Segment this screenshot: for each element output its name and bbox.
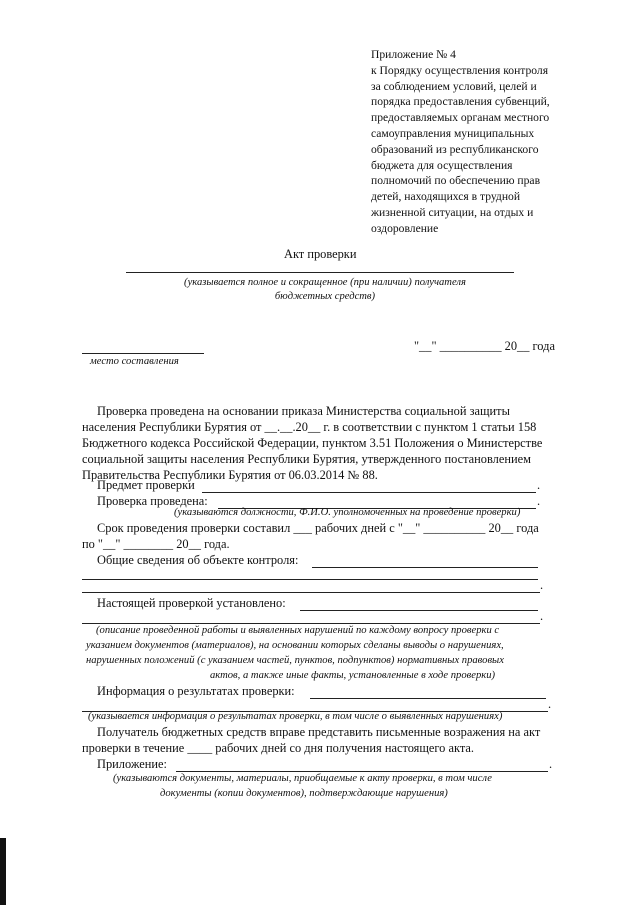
appendix-line: порядка предоставления субвенций, bbox=[371, 95, 550, 109]
basis-line: Проверка проведена на основании приказа Министерства социальной защиты bbox=[97, 404, 510, 418]
attachment-label: Приложение: bbox=[97, 757, 167, 771]
period-mark: . bbox=[540, 609, 544, 623]
recipient-blank-line bbox=[126, 272, 514, 273]
established-hint: нарушенных положений (с указанием частей, пунктов, подпунктов) нормативных правовых bbox=[86, 655, 504, 666]
recipient-hint: бюджетных средств) bbox=[274, 291, 376, 302]
conducted-label: Проверка проведена: bbox=[97, 494, 208, 508]
established-hint: актов, а также иные факты, установленные в ходе проверки) bbox=[210, 670, 496, 681]
established-blank-line bbox=[300, 610, 538, 611]
info-hint: (указывается информация о результатах проверки, в том числе о выявленных нарушениях) bbox=[88, 711, 503, 722]
period-mark: . bbox=[548, 697, 552, 711]
basis-line: Бюджетного кодекса Российской Федерации, пунктом 3.51 Положения о Министерстве bbox=[82, 436, 543, 450]
appendix-line: предоставляемых органам местного bbox=[371, 111, 550, 125]
basis-line: Правительства Республики Бурятия от 06.03.2014 № 88. bbox=[82, 468, 378, 482]
appendix-line: самоуправления муниципальных bbox=[371, 126, 535, 140]
appendix-line: жизненной ситуации, на отдых и bbox=[371, 205, 534, 219]
appendix-line: Приложение № 4 bbox=[371, 48, 456, 61]
appendix-line: детей, находящихся в трудной bbox=[371, 190, 521, 204]
established-hint: (описание проведенной работы и выявленных нарушений по каждому вопросу проверки с bbox=[96, 625, 500, 636]
appendix-line: образований из республиканского bbox=[371, 142, 539, 156]
place-label: место составления bbox=[90, 356, 179, 367]
general-blank-line bbox=[82, 579, 538, 580]
appendix-line: оздоровление bbox=[371, 221, 439, 235]
objections-line: Получатель бюджетных средств вправе представить письменные возражения на акт bbox=[97, 725, 541, 739]
appendix-line: полномочий по обеспечению прав bbox=[371, 174, 541, 188]
scan-edge-mark bbox=[0, 838, 6, 905]
conducted-hint: (указываются должности, Ф.И.О. уполномоченных на проведение проверки) bbox=[174, 507, 521, 518]
document-title: Акт проверки bbox=[284, 247, 357, 261]
established-blank-line bbox=[82, 623, 540, 624]
period-mark: . bbox=[537, 494, 541, 508]
period-mark: . bbox=[540, 578, 544, 592]
objections-line: проверки в течение ____ рабочих дней со дня получения настоящего акта. bbox=[82, 741, 474, 755]
term-line: Срок проведения проверки составил ___ рабочих дней с "__" __________ 20__ года bbox=[97, 521, 539, 535]
term-line: по "__" ________ 20__ года. bbox=[82, 537, 230, 551]
basis-line: населения Республики Бурятия от __.__.20__ г. в соответствии с пунктом 1 статьи 158 bbox=[82, 420, 537, 434]
established-label: Настоящей проверкой установлено: bbox=[97, 596, 286, 610]
period-mark: . bbox=[549, 757, 553, 771]
subject-blank-line bbox=[202, 492, 536, 493]
subject-label: Предмет проверки bbox=[97, 478, 195, 492]
info-blank-line bbox=[310, 698, 546, 699]
appendix-line: к Порядку осуществления контроля bbox=[371, 63, 549, 77]
date-line: "__" __________ 20__ года bbox=[414, 339, 555, 353]
general-info-label: Общие сведения об объекте контроля: bbox=[97, 553, 299, 567]
general-blank-line bbox=[312, 567, 538, 568]
appendix-line: бюджета для осуществления bbox=[371, 158, 513, 172]
place-blank-line bbox=[82, 353, 204, 354]
recipient-hint: (указывается полное и сокращенное (при наличии) получателя bbox=[184, 277, 466, 288]
attachment-hint: документы (копии документов), подтверждающие нарушения) bbox=[160, 788, 448, 799]
general-blank-line bbox=[82, 592, 540, 593]
established-hint: указанием документов (материалов), на основании которых сделаны выводы о нарушениях, bbox=[86, 640, 504, 651]
info-label: Информация о результатах проверки: bbox=[97, 684, 295, 698]
basis-line: социальной защиты населения Республики Бурятия, утвержденного постановлением bbox=[82, 452, 531, 466]
attachment-blank-line bbox=[176, 771, 548, 772]
period-mark: . bbox=[537, 478, 541, 492]
appendix-block bbox=[371, 47, 550, 237]
appendix-line: за соблюдением условий, целей и bbox=[371, 79, 537, 93]
attachment-hint: (указываются документы, материалы, приобщаемые к акту проверки, в том числе bbox=[113, 773, 493, 784]
